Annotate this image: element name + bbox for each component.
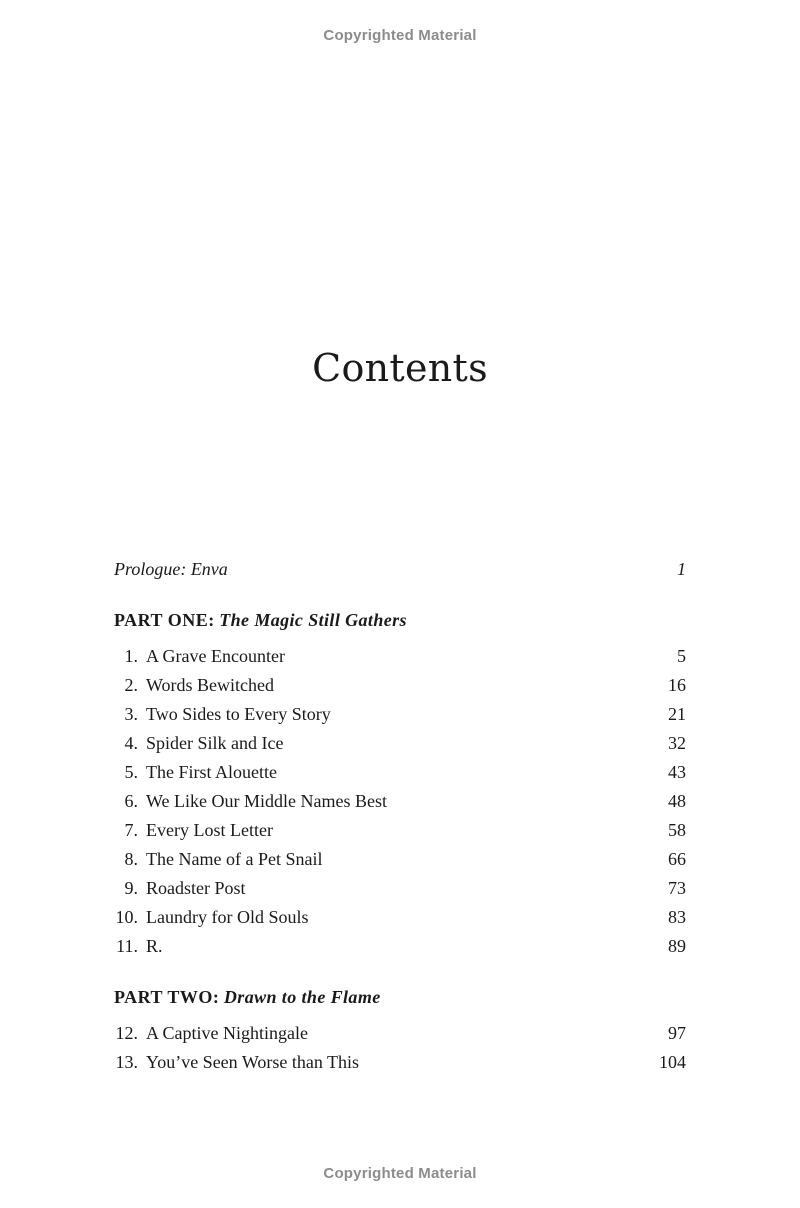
- toc-entry-number: 8.: [124, 849, 138, 869]
- toc-entry: [114, 934, 686, 958]
- toc-entry-title: A Grave Encounter: [146, 646, 285, 666]
- toc-entry-title: Laundry for Old Souls: [146, 907, 309, 927]
- toc-entry: [114, 760, 686, 784]
- toc-entry-title: We Like Our Middle Names Best: [146, 791, 387, 811]
- toc-entry-number: 11.: [116, 936, 138, 956]
- toc-entry-page: 89: [668, 936, 686, 956]
- toc-entry: [114, 876, 686, 900]
- toc-entry: [114, 1050, 686, 1074]
- toc-entry-title: Every Lost Letter: [146, 820, 273, 840]
- toc-entry-page: 43: [668, 762, 686, 782]
- toc-entry-page: 104: [659, 1052, 686, 1072]
- toc-entry-prologue: [114, 557, 686, 581]
- toc-entry-page: 48: [668, 791, 686, 811]
- toc-entry-number: 10.: [115, 907, 138, 927]
- part-two-heading: [114, 985, 686, 1009]
- toc-entry-page: 21: [668, 704, 686, 724]
- toc-entry-page: 16: [668, 675, 686, 695]
- toc-entry-number: 6.: [124, 791, 138, 811]
- toc-entry-number: 13.: [115, 1052, 138, 1072]
- toc-entry: [114, 818, 686, 842]
- toc-entry-title: Words Bewitched: [146, 675, 275, 695]
- toc-entry: [114, 644, 686, 668]
- toc-entry-page: 58: [668, 820, 686, 840]
- toc-entry-page: 97: [668, 1023, 686, 1043]
- part-one-heading: [114, 608, 686, 632]
- part-label: PART ONE:: [114, 610, 215, 630]
- copyright-watermark-bottom: Copyrighted Material: [323, 1165, 477, 1182]
- toc-entry-title: You’ve Seen Worse than This: [146, 1052, 360, 1072]
- toc-entry-page: 1: [677, 559, 686, 579]
- toc-entry-number: 5.: [124, 762, 138, 782]
- toc-entry-number: 3.: [124, 704, 138, 724]
- toc-entry-title: Two Sides to Every Story: [146, 704, 331, 724]
- part-subtitle: Drawn to the Flame: [223, 987, 381, 1007]
- toc-entry-title: R.: [146, 936, 163, 956]
- page-title: Contents: [312, 346, 488, 390]
- toc-entry-page: 32: [668, 733, 686, 753]
- toc-entry-title: A Captive Nightingale: [146, 1023, 308, 1043]
- toc-entry-title: The Name of a Pet Snail: [146, 849, 323, 869]
- toc-entry-page: 73: [668, 878, 686, 898]
- toc-entry-page: 5: [677, 646, 686, 666]
- toc-entry: [114, 905, 686, 929]
- table-of-contents: [114, 0, 686, 1208]
- toc-entry-title: Prologue: Enva: [114, 559, 228, 579]
- toc-entry-title: The First Alouette: [146, 762, 277, 782]
- toc-entry: [114, 731, 686, 755]
- toc-entry-page: 83: [668, 907, 686, 927]
- toc-entry-number: 2.: [124, 675, 138, 695]
- toc-entry-number: 7.: [124, 820, 138, 840]
- part-subtitle: The Magic Still Gathers: [219, 610, 407, 630]
- toc-entry-number: 9.: [124, 878, 138, 898]
- copyright-watermark-top: Copyrighted Material: [323, 27, 477, 44]
- toc-entry-number: 12.: [115, 1023, 138, 1043]
- toc-entry-page: 66: [668, 849, 686, 869]
- toc-entry: [114, 847, 686, 871]
- toc-entry: [114, 789, 686, 813]
- toc-entry: [114, 1021, 686, 1045]
- part-label: PART TWO:: [114, 987, 220, 1007]
- toc-entry-title: Roadster Post: [146, 878, 246, 898]
- toc-entry-number: 4.: [124, 733, 138, 753]
- toc-entry-title: Spider Silk and Ice: [146, 733, 284, 753]
- toc-entry: [114, 702, 686, 726]
- toc-entry-number: 1.: [124, 646, 138, 666]
- toc-entry: [114, 673, 686, 697]
